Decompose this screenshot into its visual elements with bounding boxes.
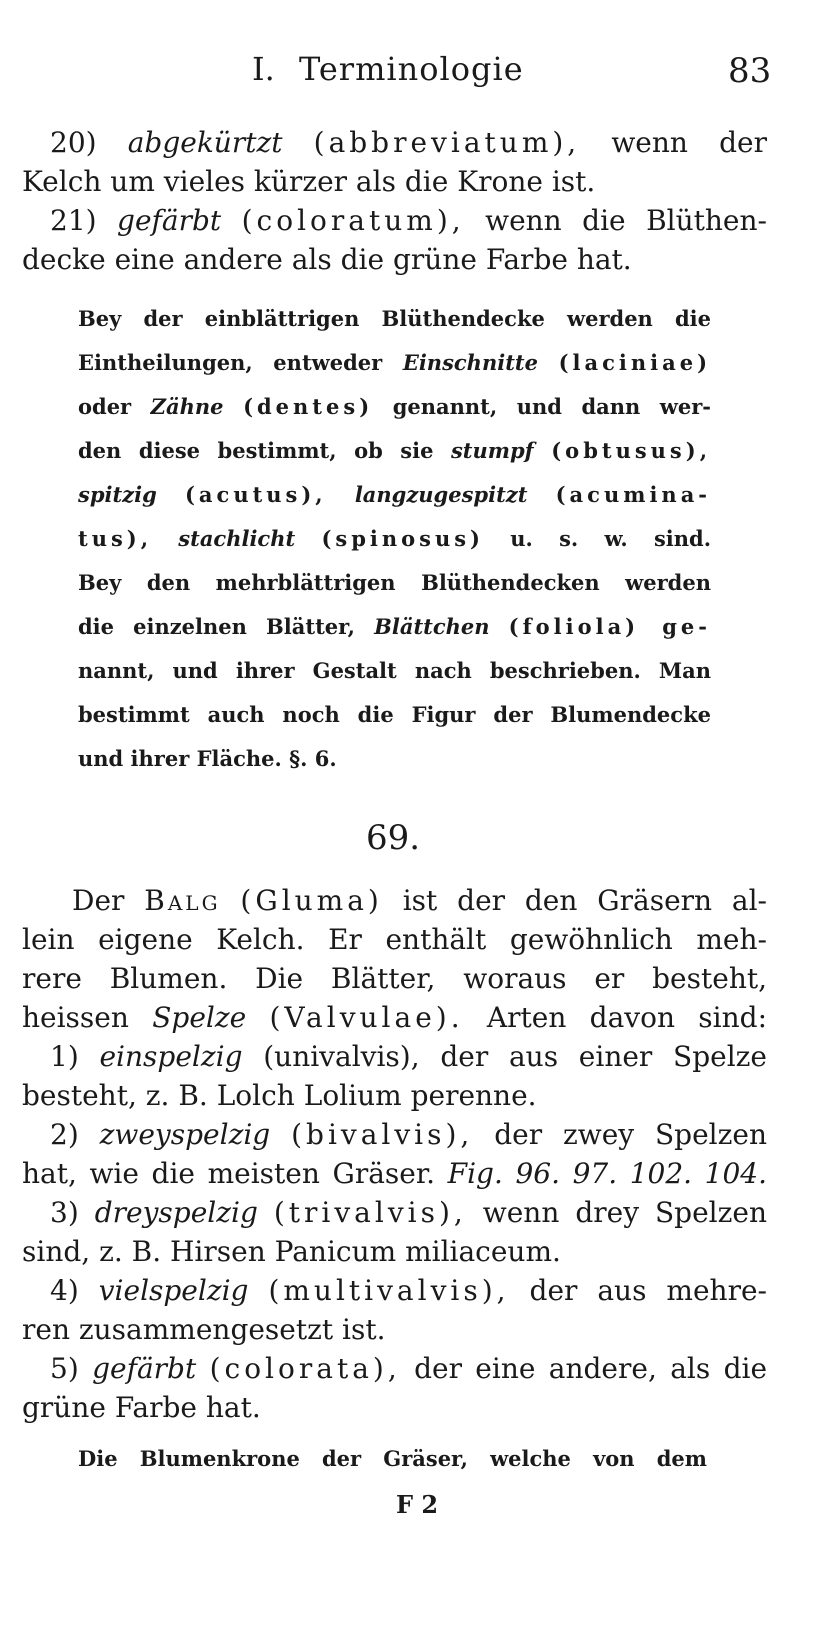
item-4-line1: 4) vielspelzig (multivalvis), der aus mehre- xyxy=(50,1274,767,1307)
note-line: bestimmt auch noch die Figur der Blumendecke xyxy=(78,702,711,727)
note-line: Eintheilungen, entweder Einschnitte (laciniae) xyxy=(78,350,712,375)
item-21-line1: 21) gefärbt (coloratum), wenn die Blüthen- xyxy=(50,204,767,237)
item-21-line2: decke eine andere als die grüne Farbe hat. xyxy=(22,243,632,276)
paragraph-line: rere Blumen. Die Blätter, woraus er besteht, xyxy=(22,962,767,995)
paragraph-line: lein eigene Kelch. Er enthält gewöhnlich meh- xyxy=(22,923,767,956)
signature-mark: F 2 xyxy=(396,1490,439,1519)
item-5-line2: grüne Farbe hat. xyxy=(22,1391,261,1424)
note-line: oder Zähne (dentes) genannt, und dann wer- xyxy=(78,394,712,419)
item-4-line2: ren zusammengesetzt ist. xyxy=(22,1313,386,1346)
item-20-line1: 20) abgekürtzt (abbreviatum), wenn der xyxy=(50,126,767,159)
note-line: Bey der einblättrigen Blüthendecke werden die xyxy=(78,306,711,331)
page-number: 83 xyxy=(728,51,772,91)
note-line: Bey den mehrblättrigen Blüthendecken werden xyxy=(78,570,711,595)
note-line: nannt, und ihrer Gestalt nach beschrieben. Man xyxy=(78,658,711,683)
item-1-line2: besteht, z. B. Lolch Lolium perenne. xyxy=(22,1079,537,1112)
item-3-line1: 3) dreyspelzig (trivalvis), wenn drey Spelzen xyxy=(50,1196,767,1229)
note-line: Die Blumenkrone der Gräser, welche von dem xyxy=(78,1446,707,1471)
note-line: tus), stachlicht (spinosus) u. s. w. sind. xyxy=(78,526,712,551)
chapter-number: I. xyxy=(252,50,275,88)
item-5-line1: 5) gefärbt (colorata), der eine andere, als die xyxy=(50,1352,768,1385)
item-3-line2: sind, z. B. Hirsen Panicum miliaceum. xyxy=(22,1235,561,1268)
header-title: Terminologie xyxy=(298,50,524,88)
item-2-line2: hat, wie die meisten Gräser. Fig. 96. 97. 102. 104. xyxy=(22,1157,767,1190)
item-20-line2: Kelch um vieles kürzer als die Krone ist. xyxy=(22,165,596,198)
term: gefärbt xyxy=(117,204,222,237)
term: abgekürtzt xyxy=(127,126,283,159)
item-1-line1: 1) einspelzig (univalvis), der aus einer Spelze xyxy=(50,1040,767,1073)
note-line: den diese bestimmt, ob sie stumpf (obtusus), xyxy=(78,438,712,463)
running-header xyxy=(252,50,524,88)
note-line: die einzelnen Blätter, Blättchen (foliola) ge- xyxy=(78,614,711,639)
note-line: und ihrer Fläche. §. 6. xyxy=(78,746,337,771)
item-2-line1: 2) zweyspelzig (bivalvis), der zwey Spelzen xyxy=(50,1118,767,1151)
note-line: spitzig (acutus), langzugespitzt (acumina- xyxy=(78,482,712,507)
paragraph-line: Der Balg (Gluma) ist der den Gräsern al- xyxy=(72,884,768,917)
paragraph-line: heissen Spelze (Valvulae). Arten davon sind: xyxy=(22,1001,768,1034)
section-number: 69. xyxy=(366,818,421,858)
